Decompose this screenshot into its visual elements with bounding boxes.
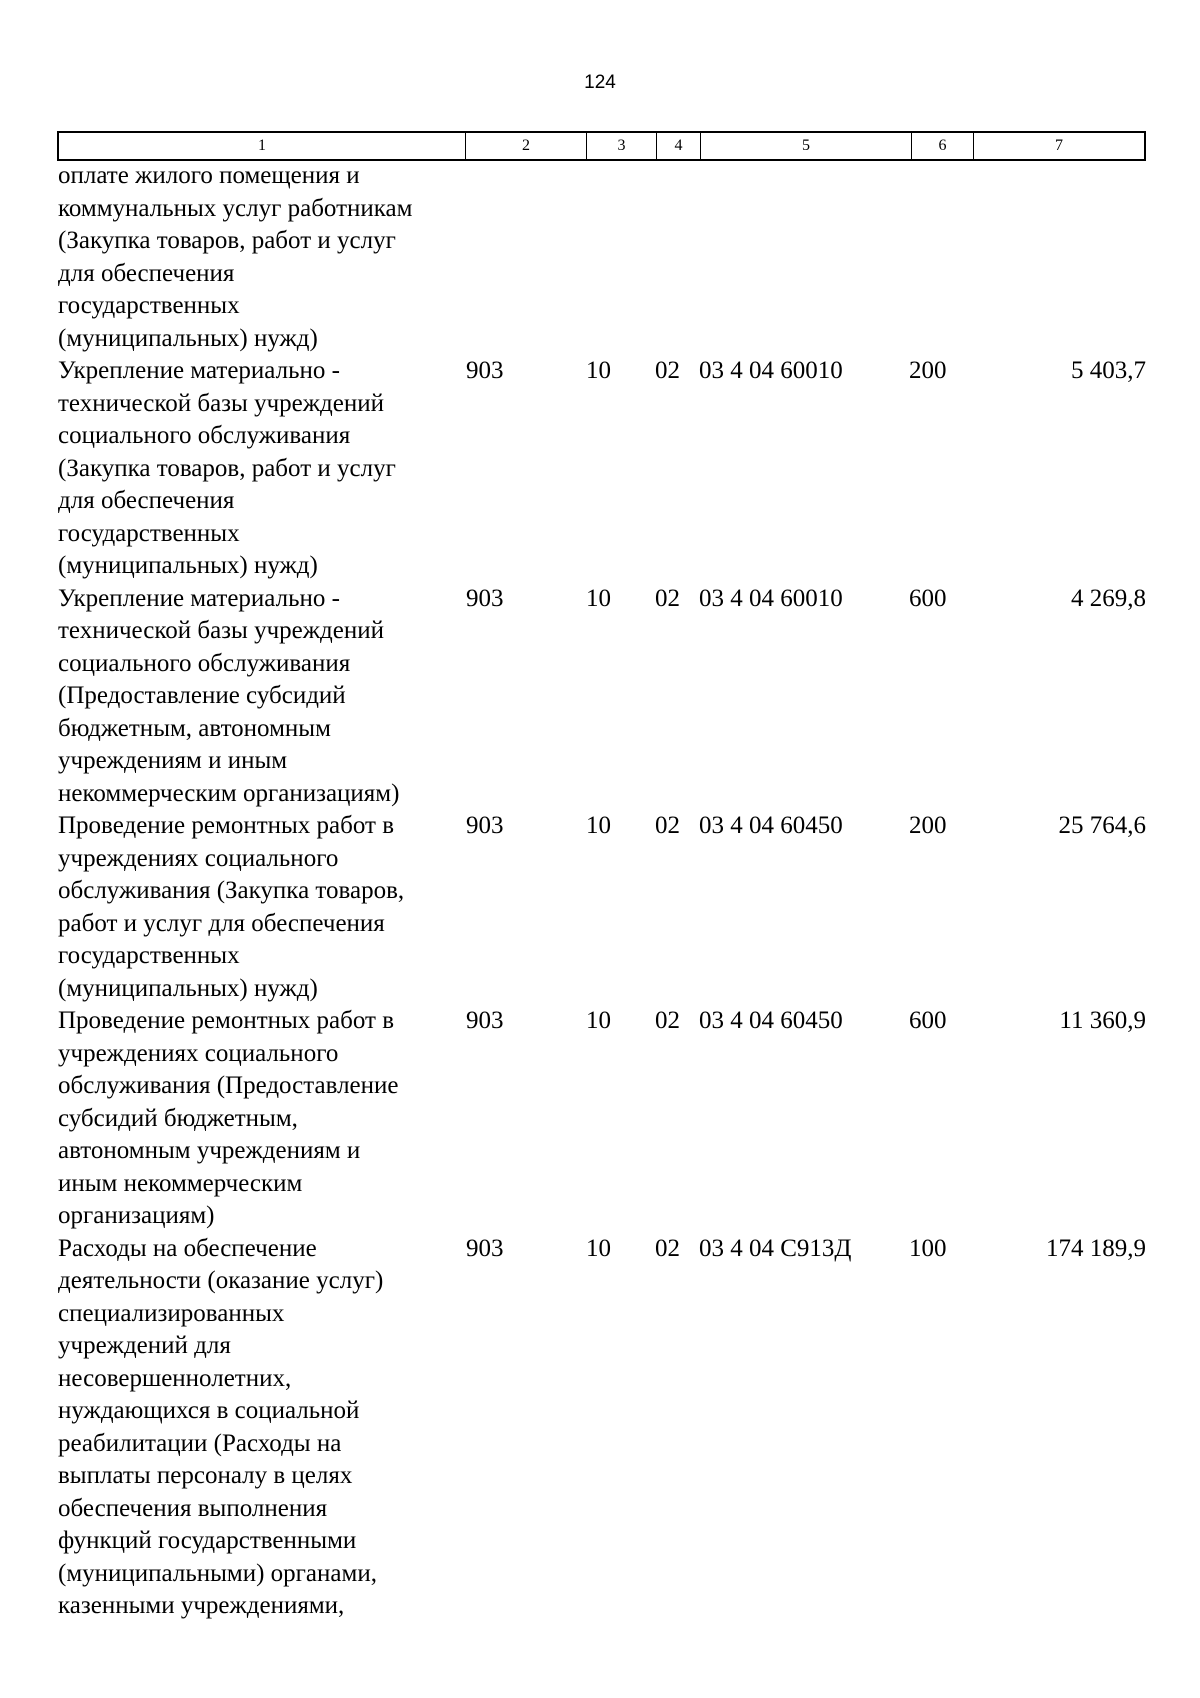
- row-col-6: 200: [909, 812, 947, 839]
- row-col-3: 10: [586, 1007, 611, 1034]
- row-description: Проведение ремонтных работ в учреждениях социального обслуживания (Предоставление субсидий бюджетным, автономным учреждениям и иным некоммерческим организациям): [58, 1007, 399, 1229]
- row-col-3: 10: [586, 584, 611, 612]
- table-header: [57, 131, 1146, 161]
- header-col-4: 4: [657, 133, 701, 159]
- header-col-6: 6: [912, 133, 974, 159]
- table-row: [58, 583, 1146, 811]
- table-row: [58, 160, 1146, 355]
- table-body: [58, 160, 1146, 1623]
- row-col-7: 11 360,9: [1059, 1007, 1146, 1034]
- row-col-3: 10: [586, 357, 611, 384]
- row-col-7: 25 764,6: [1058, 812, 1146, 839]
- row-col-5: 03 4 04 60450: [699, 1007, 843, 1034]
- row-col-6: 100: [909, 1234, 947, 1262]
- row-col-2: 903: [466, 812, 504, 839]
- row-col-4: 02: [655, 1234, 680, 1262]
- row-col-6: 600: [909, 584, 947, 612]
- row-description: Проведение ремонтных работ в учреждениях социального обслуживания (Закупка товаров, работ и услуг для обеспечения государственных (муниципальных) нужд): [58, 812, 405, 1002]
- row-col-2: 903: [466, 1007, 504, 1034]
- row-description: Укрепление материально - технической базы учреждений социального обслуживания (Предоставление субсидий бюджетным, автономным учреждениям и иным некоммерческим организациям): [58, 584, 400, 807]
- row-col-4: 02: [655, 1007, 680, 1034]
- row-col-7: 174 189,9: [1046, 1234, 1146, 1262]
- table-row: [58, 355, 1146, 583]
- row-col-3: 10: [586, 812, 611, 839]
- table-row: [58, 1005, 1146, 1233]
- row-col-2: 903: [466, 1234, 504, 1262]
- table-row: [58, 1233, 1146, 1623]
- row-col-4: 02: [655, 812, 680, 839]
- row-description: оплате жилого помещения и коммунальных услуг работникам (Закупка товаров, работ и услуг для обеспечения государственных (муниципальных) нужд): [58, 162, 413, 352]
- header-col-7: 7: [1055, 137, 1063, 154]
- row-col-7: 5 403,7: [1071, 357, 1146, 384]
- row-col-5: 03 4 04 60010: [699, 584, 843, 612]
- row-description: Расходы на обеспечение деятельности (оказание услуг) специализированных учреждений для несовершеннолетних, нуждающихся в социальной реабилитации (Расходы на выплаты персоналу в целях обеспечения выполнения функций государственными (муниципальными) органами, казенными учреждениями,: [58, 1234, 384, 1619]
- row-col-5: 03 4 04 60450: [699, 812, 843, 839]
- row-col-5: 03 4 04 С913Д: [699, 1234, 852, 1262]
- row-col-4: 02: [655, 584, 680, 612]
- header-col-5: 5: [701, 133, 912, 159]
- row-col-4: 02: [655, 357, 680, 384]
- row-col-2: 903: [466, 357, 504, 384]
- row-col-5: 03 4 04 60010: [699, 357, 843, 384]
- row-description: Укрепление материально - технической базы учреждений социального обслуживания (Закупка товаров, работ и услуг для обеспечения государственных (муниципальных) нужд): [58, 357, 396, 579]
- row-col-7: 4 269,8: [1071, 584, 1146, 612]
- header-col-3: 3: [587, 133, 657, 159]
- header-col-2: 2: [466, 133, 587, 159]
- row-col-6: 200: [909, 357, 947, 384]
- row-col-2: 903: [466, 584, 504, 612]
- row-col-6: 600: [909, 1007, 947, 1034]
- row-col-3: 10: [586, 1234, 611, 1262]
- table-row: [58, 810, 1146, 1005]
- header-col-1: 1: [59, 133, 466, 159]
- page-number: 124: [584, 72, 616, 93]
